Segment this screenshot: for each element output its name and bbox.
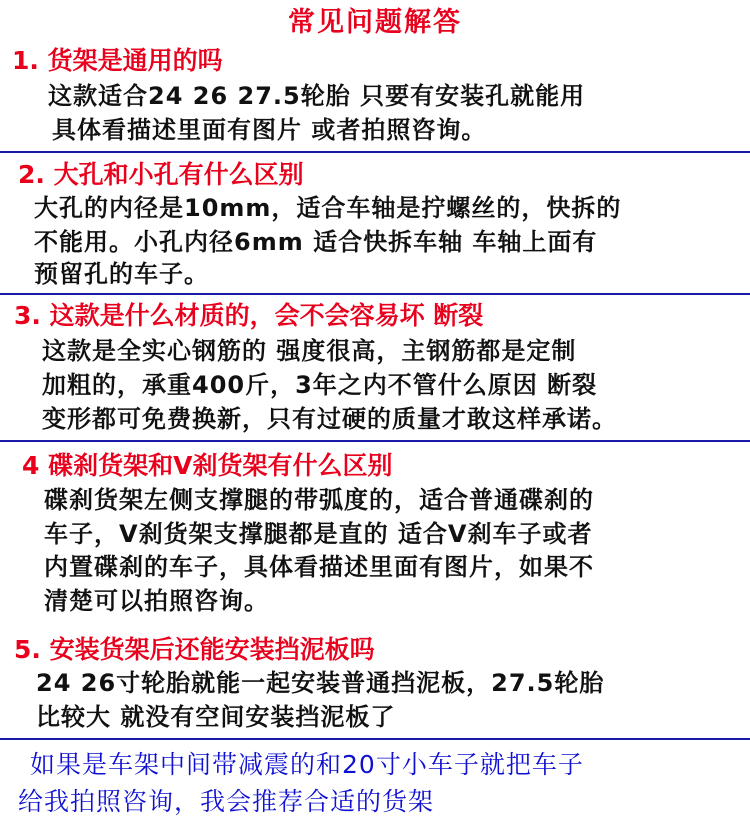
- section-divider: [0, 440, 750, 442]
- page-title: 常见问题解答: [288, 7, 462, 38]
- faq-answer-4-line-4: 清楚可以拍照咨询。: [44, 587, 269, 615]
- footer-note-line-2: 给我拍照咨询，我会推荐合适的货架: [18, 787, 435, 816]
- faq-answer-4-line-3: 内置碟刹的车子，具体看描述里面有图片，如果不: [44, 553, 594, 581]
- faq-question-2: 2. 大孔和小孔有什么区别: [18, 160, 304, 189]
- section-divider: [0, 151, 750, 153]
- faq-question-3: 3. 这款是什么材质的，会不会容易坏 断裂: [14, 301, 484, 330]
- faq-answer-2-line-1: 大孔的内径是10mm，适合车轴是拧螺丝的，快拆的: [34, 194, 622, 222]
- footer-note-line-1: 如果是车架中间带减震的和20寸小车子就把车子: [30, 750, 584, 779]
- faq-answer-4-line-2: 车子，V刹货架支撑腿都是直的 适合V刹车子或者: [44, 520, 593, 548]
- faq-question-5: 5. 安装货架后还能安装挡泥板吗: [14, 635, 375, 664]
- faq-answer-2-line-2: 不能用。小孔内径6mm 适合快拆车轴 车轴上面有: [34, 228, 598, 256]
- section-divider: [0, 738, 750, 740]
- faq-answer-4-line-1: 碟刹货架左侧支撑腿的带弧度的，适合普通碟刹的: [44, 486, 594, 514]
- faq-answer-1-line-1: 这款适合24 26 27.5轮胎 只要有安装孔就能用: [48, 82, 586, 110]
- faq-answer-3-line-2: 加粗的，承重400斤，3年之内不管什么原因 断裂: [42, 371, 598, 399]
- faq-question-1: 1. 货架是通用的吗: [12, 46, 223, 75]
- section-divider: [0, 293, 750, 295]
- faq-answer-1-line-2: 具体看描述里面有图片 或者拍照咨询。: [52, 116, 487, 144]
- faq-answer-3-line-3: 变形都可免费换新，只有过硬的质量才敢这样承诺。: [42, 405, 617, 433]
- faq-question-4: 4 碟刹货架和V刹货架有什么区别: [22, 451, 393, 480]
- faq-answer-5-line-2: 比较大 就没有空间安装挡泥板了: [36, 703, 396, 731]
- faq-answer-3-line-1: 这款是全实心钢筋的 强度很高，主钢筋都是定制: [42, 337, 577, 365]
- faq-answer-2-line-3: 预留孔的车子。: [34, 260, 209, 288]
- faq-answer-5-line-1: 24 26寸轮胎就能一起安装普通挡泥板，27.5轮胎: [36, 669, 605, 697]
